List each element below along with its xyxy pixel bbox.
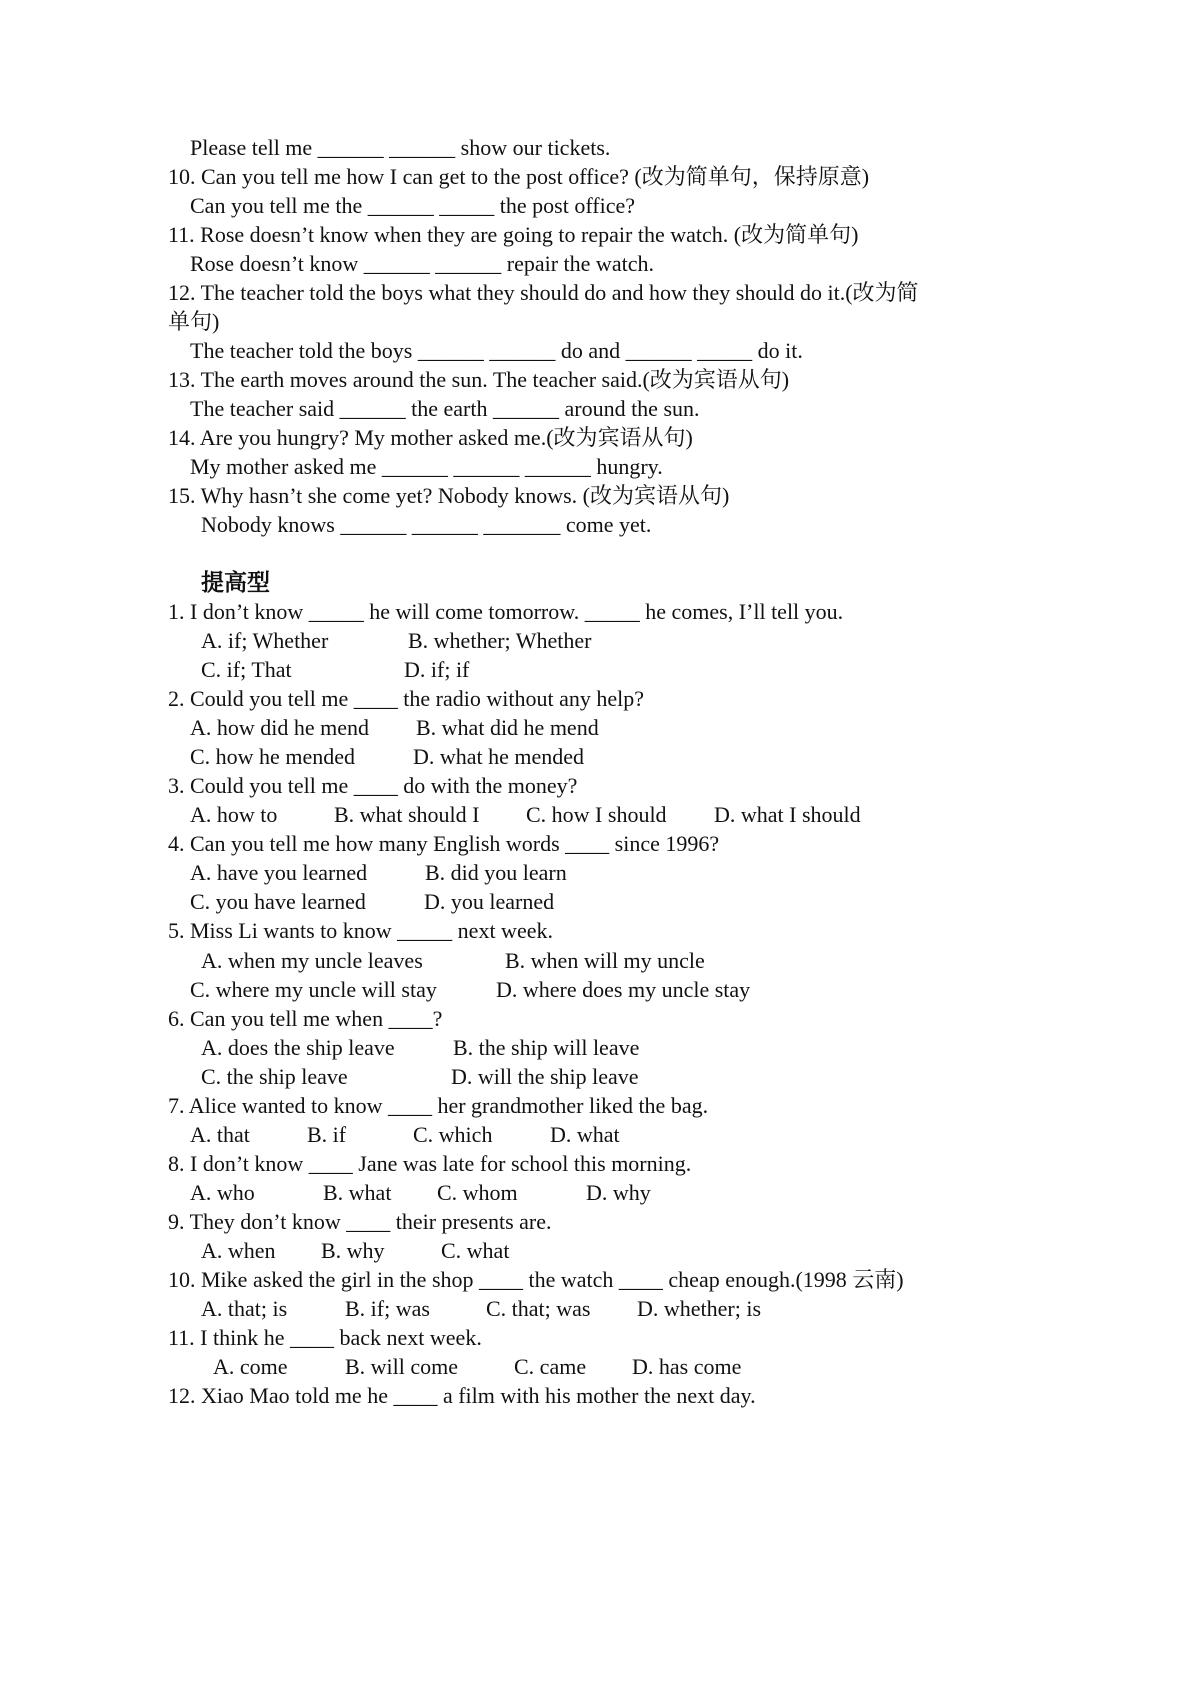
mc-11-option-c: C. came (514, 1354, 587, 1379)
answer-line-12: The teacher told the boys ______ ______ do and ______ _____ do it. (190, 338, 803, 363)
mc-question-3: 3. Could you tell me ____ do with the money? (168, 773, 578, 798)
mc-3-option-b: B. what should I (334, 802, 480, 827)
question-15: 15. Why hasn’t she come yet? Nobody knows. (改为宾语从句) (168, 483, 730, 508)
mc-11-option-a: A. come (213, 1354, 288, 1379)
mc-8-option-b: B. what (323, 1180, 392, 1205)
question-11: 11. Rose doesn’t know when they are going to repair the watch. (改为简单句) (168, 222, 859, 247)
mc-4-option-b: B. did you learn (425, 860, 567, 885)
mc-question-12: 12. Xiao Mao told me he ____ a film with his mother the next day. (168, 1383, 756, 1408)
answer-line-10: Can you tell me the ______ _____ the post office? (190, 193, 636, 218)
mc-11-option-d: D. has come (632, 1354, 742, 1379)
mc-2-option-d: D. what he mended (413, 744, 585, 769)
question-10: 10. Can you tell me how I can get to the post office? (改为简单句，保持原意) (168, 164, 870, 189)
mc-question-4: 4. Can you tell me how many English words ____ since 1996? (168, 831, 720, 856)
mc-3-option-a: A. how to (190, 802, 278, 827)
question-13: 13. The earth moves around the sun. The teacher said.(改为宾语从句) (168, 367, 790, 392)
mc-3-option-c: C. how I should (526, 802, 667, 827)
mc-3-option-d: D. what I should (714, 802, 861, 827)
mc-8-option-a: A. who (190, 1180, 255, 1205)
mc-question-8: 8. I don’t know ____ Jane was late for school this morning. (168, 1151, 692, 1176)
mc-7-option-b: B. if (307, 1122, 347, 1147)
mc-question-6: 6. Can you tell me when ____? (168, 1006, 443, 1031)
mc-9-option-c: C. what (441, 1238, 510, 1263)
mc-2-option-b: B. what did he mend (416, 715, 599, 740)
mc-question-7: 7. Alice wanted to know ____ her grandmother liked the bag. (168, 1093, 709, 1118)
mc-8-option-d: D. why (586, 1180, 651, 1205)
mc-4-option-d: D. you learned (424, 889, 555, 914)
mc-10-option-a: A. that; is (201, 1296, 288, 1321)
mc-10-option-b: B. if; was (345, 1296, 430, 1321)
section-heading: 提高型 (201, 570, 270, 595)
answer-line-15: Nobody knows ______ ______ _______ come yet. (201, 512, 652, 537)
mc-9-option-b: B. why (321, 1238, 385, 1263)
question-12-line-2: 单句) (168, 309, 220, 334)
mc-6-option-c: C. the ship leave (201, 1064, 348, 1089)
mc-6-option-b: B. the ship will leave (453, 1035, 640, 1060)
answer-line-11: Rose doesn’t know ______ ______ repair the watch. (190, 251, 654, 276)
mc-question-10: 10. Mike asked the girl in the shop ____ the watch ____ cheap enough.(1998 云南) (168, 1267, 904, 1292)
question-14: 14. Are you hungry? My mother asked me.(改为宾语从句) (168, 425, 693, 450)
mc-6-option-a: A. does the ship leave (201, 1035, 395, 1060)
mc-6-option-d: D. will the ship leave (451, 1064, 639, 1089)
mc-1-option-d: D. if; if (404, 657, 470, 682)
mc-11-option-b: B. will come (345, 1354, 459, 1379)
mc-2-option-c: C. how he mended (190, 744, 355, 769)
mc-1-option-b: B. whether; Whether (408, 628, 592, 653)
mc-1-option-a: A. if; Whether (201, 628, 329, 653)
mc-4-option-c: C. you have learned (190, 889, 366, 914)
question-12-line-1: 12. The teacher told the boys what they should do and how they should do it.(改为简 (168, 280, 919, 305)
mc-7-option-c: C. which (413, 1122, 493, 1147)
mc-1-option-c: C. if; That (201, 657, 292, 682)
answer-line-9: Please tell me ______ ______ show our tickets. (190, 135, 611, 160)
mc-9-option-a: A. when (201, 1238, 276, 1263)
mc-7-option-a: A. that (190, 1122, 250, 1147)
mc-5-option-a: A. when my uncle leaves (201, 948, 423, 973)
mc-10-option-d: D. whether; is (637, 1296, 762, 1321)
mc-question-11: 11. I think he ____ back next week. (168, 1325, 482, 1350)
mc-2-option-a: A. how did he mend (190, 715, 370, 740)
mc-5-option-b: B. when will my uncle (505, 948, 705, 973)
mc-4-option-a: A. have you learned (190, 860, 368, 885)
answer-line-14: My mother asked me ______ ______ ______ hungry. (190, 454, 663, 479)
mc-question-2: 2. Could you tell me ____ the radio without any help? (168, 686, 644, 711)
mc-question-5: 5. Miss Li wants to know _____ next week. (168, 918, 553, 943)
mc-5-option-c: C. where my uncle will stay (190, 977, 437, 1002)
mc-7-option-d: D. what (550, 1122, 620, 1147)
mc-question-1: 1. I don’t know _____ he will come tomorrow. _____ he comes, I’ll tell you. (168, 599, 844, 624)
mc-10-option-c: C. that; was (486, 1296, 591, 1321)
mc-8-option-c: C. whom (437, 1180, 518, 1205)
mc-5-option-d: D. where does my uncle stay (496, 977, 751, 1002)
mc-question-9: 9. They don’t know ____ their presents are. (168, 1209, 552, 1234)
answer-line-13: The teacher said ______ the earth ______ around the sun. (190, 396, 700, 421)
